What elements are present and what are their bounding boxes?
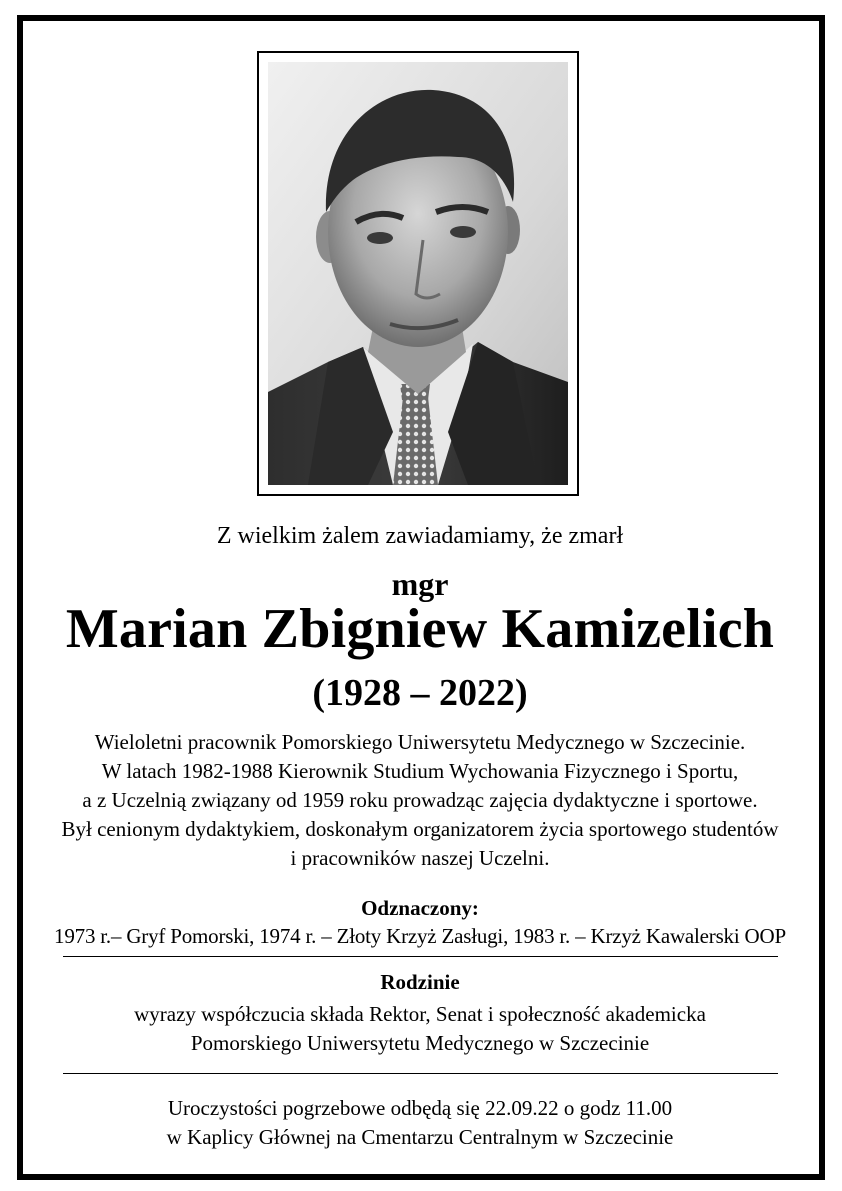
portrait-illustration <box>268 62 568 485</box>
divider <box>63 1073 778 1074</box>
condolences-line: Pomorskiego Uniwersytetu Medycznego w Szczecinie <box>190 1031 650 1055</box>
condolences-line: wyrazy współczucia składa Rektor, Senat i społeczność akademicka <box>134 1002 706 1026</box>
funeral-info <box>20 1094 820 1152</box>
biography-line: W latach 1982-1988 Kierownik Studium Wychowania Fizycznego i Sportu, <box>101 759 739 783</box>
portrait-frame <box>257 51 579 496</box>
awards-heading: Odznaczony: <box>361 896 479 920</box>
awards-list: 1973 r.– Gryf Pomorski, 1974 r. – Złoty Krzyż Zasługi, 1983 r. – Krzyż Kawalerski OOP <box>54 924 786 948</box>
deceased-name: Marian Zbigniew Kamizelich <box>65 598 775 660</box>
funeral-line: Uroczystości pogrzebowe odbędą się 22.09.22 o godz 11.00 <box>167 1096 673 1120</box>
divider <box>63 956 778 957</box>
biography-line: a z Uczelnią związany od 1959 roku prowadząc zajęcia dydaktyczne i sportowe. <box>82 788 758 812</box>
academic-degree: mgr <box>391 566 449 602</box>
funeral-line: w Kaplicy Głównej na Cmentarzu Centralnym w Szczecinie <box>166 1125 674 1149</box>
life-years: (1928 – 2022) <box>312 672 528 714</box>
portrait-photo <box>268 62 568 485</box>
biography <box>20 728 820 873</box>
biography-line: Wieloletni pracownik Pomorskiego Uniwersytetu Medycznego w Szczecinie. <box>94 730 746 754</box>
announcement-intro: Z wielkim żalem zawiadamiamy, że zmarł <box>216 523 624 549</box>
condolences <box>20 1000 820 1058</box>
family-heading: Rodzinie <box>380 970 460 994</box>
biography-line: i pracowników naszej Uczelni. <box>290 846 550 870</box>
biography-line: Był cenionym dydaktykiem, doskonałym organizatorem życia sportowego studentów <box>61 817 779 841</box>
